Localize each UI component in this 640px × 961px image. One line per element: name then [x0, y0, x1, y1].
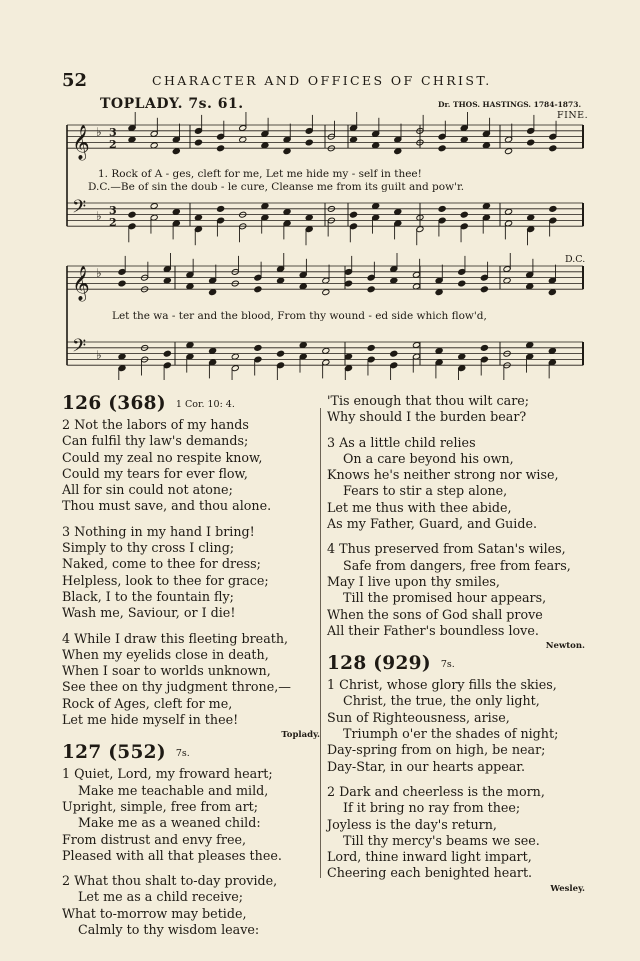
verse-line: Why should I the burden bear?: [327, 409, 527, 425]
note-head: [503, 277, 511, 284]
verse-line: Let me as a child receive;: [78, 889, 244, 905]
note-head: [322, 347, 330, 354]
note-head: [231, 353, 239, 360]
verse-line: Till thy mercy's beams we see.: [343, 832, 540, 848]
verse-line: If it bring no ray from thee;: [343, 800, 521, 816]
note-head: [394, 208, 402, 215]
note-head: [254, 286, 262, 293]
note-head: [349, 136, 357, 143]
verse-line: All their Father's boundless love.: [327, 622, 539, 638]
note-head: [549, 145, 557, 152]
note-head: [128, 211, 136, 218]
verse-line: Sun of Righteousness, arise,: [327, 709, 510, 725]
note-head: [549, 205, 557, 212]
verse-line: Fears to stir a step alone,: [343, 483, 508, 499]
verse-line: Rock of Ages, cleft for me,: [62, 695, 233, 711]
note-head: [186, 283, 194, 290]
note-head: [438, 205, 446, 212]
hymn-reference: 1 Cor. 10: 4.: [175, 399, 235, 410]
note-head: [527, 139, 535, 146]
running-title: CHARACTER AND OFFICES OF CHRIST.: [152, 73, 492, 88]
note-head: [305, 139, 313, 146]
note-head: [283, 208, 291, 215]
note-head: [349, 211, 357, 218]
tune-composer: Dr. THOS. HASTINGS. 1784-1873.: [438, 100, 582, 109]
verse-line: See thee on thy judgment throne,—: [62, 679, 291, 695]
note-head: [460, 211, 468, 218]
flat-icon: ♭: [96, 348, 102, 362]
time-signature-bottom: 2: [109, 216, 117, 229]
note-head: [163, 277, 171, 284]
verse-line: What to-morrow may betide,: [62, 905, 247, 921]
verse-line: Naked, come to thee for dress;: [62, 556, 261, 572]
verse-line: 4 Thus preserved from Satan's wiles,: [327, 541, 566, 557]
verse-line: 1 Christ, whose glory fills the skies,: [327, 677, 557, 693]
note-head: [194, 214, 202, 221]
verse-line: Make me teachable and mild,: [78, 782, 269, 798]
verse-line: Let me thus with thee abide,: [327, 499, 512, 515]
note-head: [367, 286, 375, 293]
hymn-number: 126 (368): [62, 393, 166, 414]
verse-line: Calmly to thy wisdom leave:: [78, 922, 260, 938]
verse-line: Safe from dangers, free from fears,: [343, 557, 571, 573]
verse-line: From distrust and envy free,: [62, 831, 246, 847]
note-head: [482, 203, 490, 210]
verse-line: Day-spring from on high, be near;: [327, 742, 546, 758]
note-head: [277, 277, 285, 284]
treble-clef-icon: 𝄞: [72, 266, 90, 302]
note-head: [548, 289, 556, 296]
hymn-heading: [62, 742, 324, 766]
verse-line: Lord, thine inward light impart,: [327, 849, 532, 865]
verse-line: Make me as a weaned child:: [78, 815, 261, 831]
lyric-line: D.C.—Be of sin the doub - le cure, Cleanse me from its guilt and pow'r.: [88, 181, 465, 193]
verse-line: Thou must save, and thou alone.: [62, 498, 272, 514]
dc-mark: D.C.: [565, 254, 586, 265]
verse-line: 1 Quiet, Lord, my froward heart;: [62, 766, 273, 782]
note-head: [217, 145, 225, 152]
verse-line: Could my zeal no respite know,: [62, 449, 263, 465]
verse-line: Wash me, Saviour, or I die!: [62, 605, 236, 621]
note-head: [209, 347, 217, 354]
verse-line: Day-Star, in our hearts appear.: [327, 758, 525, 774]
verse-line: 2 What thou shalt to-day provide,: [62, 873, 278, 889]
note-head: [367, 344, 375, 351]
time-signature-top: 3: [109, 204, 117, 217]
verse-line: 2 Dark and cheerless is the morn,: [327, 783, 545, 799]
note-head: [482, 142, 490, 149]
note-head: [372, 142, 380, 149]
note-head: [217, 205, 225, 212]
note-head: [172, 208, 180, 215]
verse-line: 3 Nothing in my hand I bring!: [62, 523, 255, 539]
right-column: [327, 393, 589, 896]
hymn-heading: [62, 393, 324, 417]
verse-line: On a care beyond his own,: [343, 450, 514, 466]
note-head: [458, 353, 466, 360]
note-head: [460, 136, 468, 143]
verse-line: Till the promised hour appears,: [343, 590, 547, 606]
hymn-author: Toplady.: [281, 730, 320, 741]
note-head: [505, 208, 513, 215]
hymn-author: Wesley.: [550, 883, 585, 894]
note-head: [435, 289, 443, 296]
note-head: [526, 283, 534, 290]
verse-line: Upright, simple, free from art;: [62, 798, 259, 814]
verse-line: As my Father, Guard, and Guide.: [327, 516, 537, 532]
lyric-line: 1. Rock of A - ges, cleft for me, Let me hide my - self in thee!: [98, 168, 422, 180]
note-head: [505, 148, 513, 155]
verse-line: 'Tis enough that thou wilt care;: [327, 393, 530, 408]
hymn-number: 127 (552): [62, 742, 166, 764]
note-head: [239, 136, 247, 143]
hymn-number: 128 (929): [327, 653, 431, 675]
note-head: [435, 347, 443, 354]
note-head: [344, 353, 352, 360]
verse-line: 4 While I draw this fleeting breath,: [62, 630, 289, 646]
flat-icon: ♭: [96, 125, 102, 139]
note-head: [480, 344, 488, 351]
note-head: [305, 214, 313, 221]
note-head: [150, 142, 158, 149]
note-head: [150, 203, 158, 210]
verse-line: When the sons of God shall prove: [327, 606, 543, 622]
verse-line: Could my tears for ever flow,: [62, 465, 248, 481]
note-head: [438, 145, 446, 152]
note-head: [412, 342, 420, 349]
note-head: [261, 142, 269, 149]
page-number: 52: [62, 70, 88, 91]
note-head: [412, 283, 420, 290]
note-head: [480, 286, 488, 293]
verse-line: Christ, the true, the only light,: [343, 693, 540, 709]
verse-line: Triumph o'er the shades of night;: [343, 726, 559, 742]
note-head: [372, 203, 380, 210]
verse-line: May I live upon thy smiles,: [327, 573, 500, 589]
note-head: [277, 350, 285, 357]
note-head: [118, 353, 126, 360]
note-head: [527, 214, 535, 221]
note-head: [390, 350, 398, 357]
tune-name: TOPLADY. 7s. 61.: [100, 96, 244, 112]
time-signature-bottom: 2: [109, 138, 117, 151]
flat-icon: ♭: [96, 209, 102, 223]
note-head: [390, 277, 398, 284]
verse-line: When my eyelids close in death,: [62, 646, 269, 662]
note-head: [186, 342, 194, 349]
verse-line: All for sin could not atone;: [62, 482, 233, 498]
verse-line: Joyless is the day's return,: [327, 816, 497, 832]
lyric-line: Let the wa - ter and the blood, From thy wound - ed side which flow'd,: [112, 310, 487, 322]
note-head: [254, 344, 262, 351]
hymn-meter: 7s.: [175, 748, 190, 760]
note-head: [283, 148, 291, 155]
verse-line: When I soar to worlds unknown,: [62, 663, 271, 679]
note-head: [299, 283, 307, 290]
note-head: [128, 136, 136, 143]
note-head: [172, 148, 180, 155]
note-head: [194, 139, 202, 146]
hymn-heading: [327, 653, 589, 677]
flat-icon: ♭: [96, 266, 102, 280]
note-head: [458, 280, 466, 287]
fine-mark: FINE.: [557, 110, 589, 121]
hymn-meter: 7s.: [440, 659, 455, 671]
verse-line: Cheering each benighted heart.: [327, 865, 533, 881]
note-head: [322, 289, 330, 296]
note-head: [299, 342, 307, 349]
verse-line: Black, I to the fountain fly;: [62, 588, 234, 604]
note-head: [118, 280, 126, 287]
note-head: [526, 342, 534, 349]
note-head: [548, 347, 556, 354]
verse-line: Can fulfil thy law's demands;: [62, 433, 249, 449]
time-signature-top: 3: [109, 126, 117, 139]
note-head: [261, 203, 269, 210]
verse-line: Let me hide myself in thee!: [62, 712, 239, 728]
hymn-author: Newton.: [545, 641, 585, 652]
verse-line: Simply to thy cross I cling;: [62, 540, 235, 556]
note-head: [344, 280, 352, 287]
note-head: [394, 148, 402, 155]
bass-clef-icon: 𝄢: [72, 336, 87, 361]
note-head: [163, 350, 171, 357]
verse-line: Knows he's neither strong nor wise,: [327, 467, 559, 483]
verse-line: 3 As a little child relies: [327, 434, 476, 450]
bass-clef-icon: 𝄢: [72, 197, 87, 222]
verse-line: Pleased with all that pleases thee.: [62, 847, 282, 863]
left-column: [62, 393, 324, 938]
verse-line: 2 Not the labors of my hands: [62, 417, 249, 432]
treble-clef-icon: 𝄞: [72, 125, 90, 161]
verse-line: Helpless, look to thee for grace;: [62, 572, 269, 588]
note-head: [209, 289, 217, 296]
